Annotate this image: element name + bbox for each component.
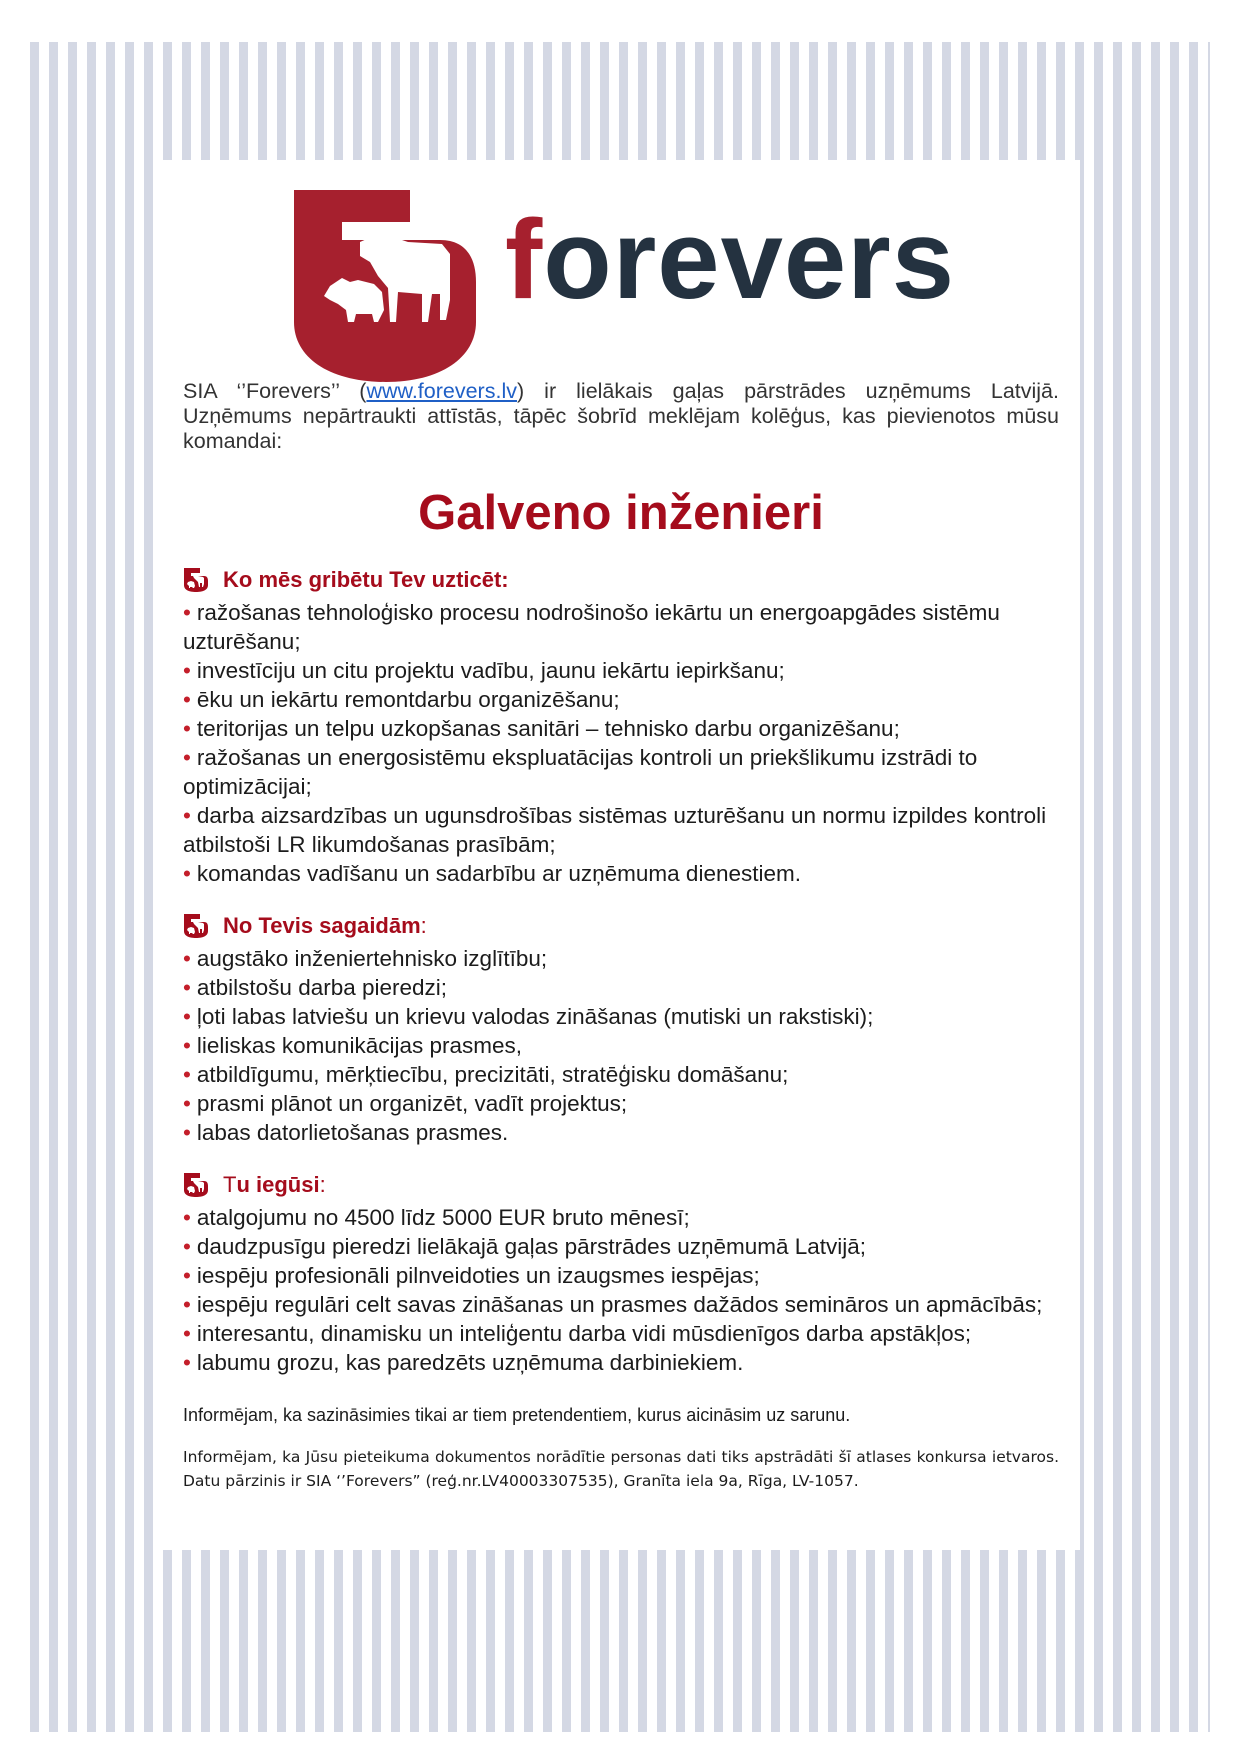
benefits-list bbox=[183, 1203, 1059, 1377]
list-item-text: atalgojumu no 4500 līdz 5000 EUR bruto mēnesī; bbox=[196, 1205, 690, 1230]
section-title-duties: Ko mēs gribētu Tev uzticēt: bbox=[223, 567, 509, 592]
job-title: Galveno inženieri bbox=[418, 486, 824, 540]
list-item bbox=[183, 1089, 1059, 1118]
bullet: • bbox=[183, 716, 191, 741]
list-item-text: investīciju un citu projektu vadību, jaunu iekārtu iepirkšanu; bbox=[196, 658, 785, 683]
list-item-text: iespēju profesionāli pilnveidoties un izaugsmes iespējas; bbox=[196, 1263, 760, 1288]
list-item bbox=[183, 1232, 1059, 1261]
section-title-colon: : bbox=[319, 1172, 326, 1197]
list-item-text: komandas vadīšanu un sadarbību ar uzņēmuma dienestiem. bbox=[196, 861, 801, 886]
logo-shield-icon bbox=[290, 182, 480, 382]
intro-paragraph bbox=[183, 379, 1059, 454]
list-item-text: labas datorlietošanas prasmes. bbox=[196, 1120, 509, 1145]
requirements-list bbox=[183, 944, 1059, 1147]
privacy-notice: Informējam, ka Jūsu pieteikuma dokumentos norādītie personas dati tiks apstrādāti šī atlases konkursa ietvaros. Datu pārzinis ir SIA ‘’Forevers” (reģ.nr.LV40003307535), Granīta iela 9a, Rīga, LV-1057. bbox=[183, 1448, 1059, 1490]
list-item bbox=[183, 1203, 1059, 1232]
bullet: • bbox=[183, 1033, 191, 1058]
list-item-text: labumu grozu, kas paredzēts uzņēmuma darbiniekiem. bbox=[196, 1350, 744, 1375]
list-item-text: ļoti labas latviešu un krievu valodas zināšanas (mutiski un rakstiski); bbox=[196, 1004, 874, 1029]
list-item-text: lieliskas komunikācijas prasmes, bbox=[196, 1033, 522, 1058]
bullet: • bbox=[183, 687, 191, 712]
forevers-shield-icon bbox=[183, 567, 209, 593]
list-item-text: atbildīgumu, mērķtiecību, precizitāti, stratēģisku domāšanu; bbox=[196, 1062, 789, 1087]
list-item-text: atbilstošu darba pieredzi; bbox=[196, 975, 448, 1000]
section-title-requirements: No Tevis sagaidām bbox=[223, 913, 421, 938]
list-item bbox=[183, 1060, 1059, 1089]
list-item bbox=[183, 1348, 1059, 1377]
list-item-text: teritorijas un telpu uzkopšanas sanitāri – tehnisko darbu organizēšanu; bbox=[196, 716, 900, 741]
list-item bbox=[183, 859, 1059, 888]
list-item-text: ēku un iekārtu remontdarbu organizēšanu; bbox=[196, 687, 620, 712]
list-item bbox=[183, 801, 1059, 859]
list-item-text: daudzpusīgu pieredzi lielākajā gaļas pārstrādes uzņēmumā Latvijā; bbox=[196, 1234, 867, 1259]
list-item bbox=[183, 1031, 1059, 1060]
section-heading-requirements bbox=[183, 912, 1059, 940]
section-heading-benefits bbox=[183, 1171, 1059, 1199]
section-title-benefits: u iegūsi bbox=[236, 1172, 320, 1197]
section-title-colon: : bbox=[420, 913, 427, 938]
list-item bbox=[183, 656, 1059, 685]
forevers-shield-icon bbox=[183, 913, 209, 939]
bullet: • bbox=[183, 1234, 191, 1259]
bullet: • bbox=[183, 1205, 191, 1230]
bullet: • bbox=[183, 1350, 191, 1375]
bullet: • bbox=[183, 1062, 191, 1087]
bullet: • bbox=[183, 1004, 191, 1029]
bullet: • bbox=[183, 975, 191, 1000]
forevers-logo bbox=[290, 172, 956, 382]
bullet: • bbox=[183, 745, 191, 770]
bullet: • bbox=[183, 861, 191, 886]
document-content bbox=[183, 379, 1059, 1493]
bullet: • bbox=[183, 1292, 191, 1317]
bullet: • bbox=[183, 658, 191, 683]
bullet: • bbox=[183, 1263, 191, 1288]
bullet: • bbox=[183, 1120, 191, 1145]
intro-text-start: SIA ‘’Forevers’’ ( bbox=[183, 379, 367, 403]
list-item-text: augstāko inženiertehnisko izglītību; bbox=[196, 946, 548, 971]
list-item-text: interesantu, dinamisku un inteliģentu darba vidi mūsdienīgos darba apstākļos; bbox=[196, 1321, 972, 1346]
list-item bbox=[183, 1261, 1059, 1290]
list-item bbox=[183, 1319, 1059, 1348]
list-item bbox=[183, 598, 1059, 656]
contact-note: Informējam, ka sazināsimies tikai ar tiem pretendentiem, kurus aicināsim uz sarunu. bbox=[183, 1405, 851, 1425]
duties-list bbox=[183, 598, 1059, 888]
logo-wordmark: forevers bbox=[505, 197, 956, 322]
intro-text-end: ) ir lielākais gaļas pārstrādes uzņēmums Latvijā. Uzņēmums nepārtraukti attīstās, tāpēc šobrīd meklējam kolēģus, kas pievienotos mūsu komandai: bbox=[183, 379, 1059, 453]
bullet: • bbox=[183, 600, 191, 625]
section-title-lead: T bbox=[223, 1172, 237, 1197]
list-item-text: ražošanas tehnoloģisko procesu nodrošinošo iekārtu un energoapgādes sistēmu uzturēšanu; bbox=[183, 600, 1000, 654]
bullet: • bbox=[183, 946, 191, 971]
bullet: • bbox=[183, 1091, 191, 1116]
bullet: • bbox=[183, 803, 191, 828]
list-item bbox=[183, 1290, 1059, 1319]
section-heading-duties bbox=[183, 566, 1059, 594]
list-item bbox=[183, 714, 1059, 743]
list-item-text: darba aizsardzības un ugunsdrošības sistēmas uzturēšanu un normu izpildes kontroli atbilstoši LR likumdošanas prasībām; bbox=[183, 803, 1047, 857]
list-item bbox=[183, 1002, 1059, 1031]
list-item bbox=[183, 743, 1059, 801]
list-item bbox=[183, 685, 1059, 714]
list-item bbox=[183, 1118, 1059, 1147]
forevers-shield-icon bbox=[183, 1172, 209, 1198]
bullet: • bbox=[183, 1321, 191, 1346]
list-item bbox=[183, 973, 1059, 1002]
list-item-text: prasmi plānot un organizēt, vadīt projektus; bbox=[196, 1091, 628, 1116]
list-item-text: iespēju regulāri celt savas zināšanas un prasmes dažādos semināros un apmācībās; bbox=[196, 1292, 1043, 1317]
list-item bbox=[183, 944, 1059, 973]
website-link[interactable]: www.forevers.lv bbox=[366, 379, 517, 403]
list-item-text: ražošanas un energosistēmu ekspluatācijas kontroli un priekšlikumu izstrādi to optimizācijai; bbox=[183, 745, 978, 799]
